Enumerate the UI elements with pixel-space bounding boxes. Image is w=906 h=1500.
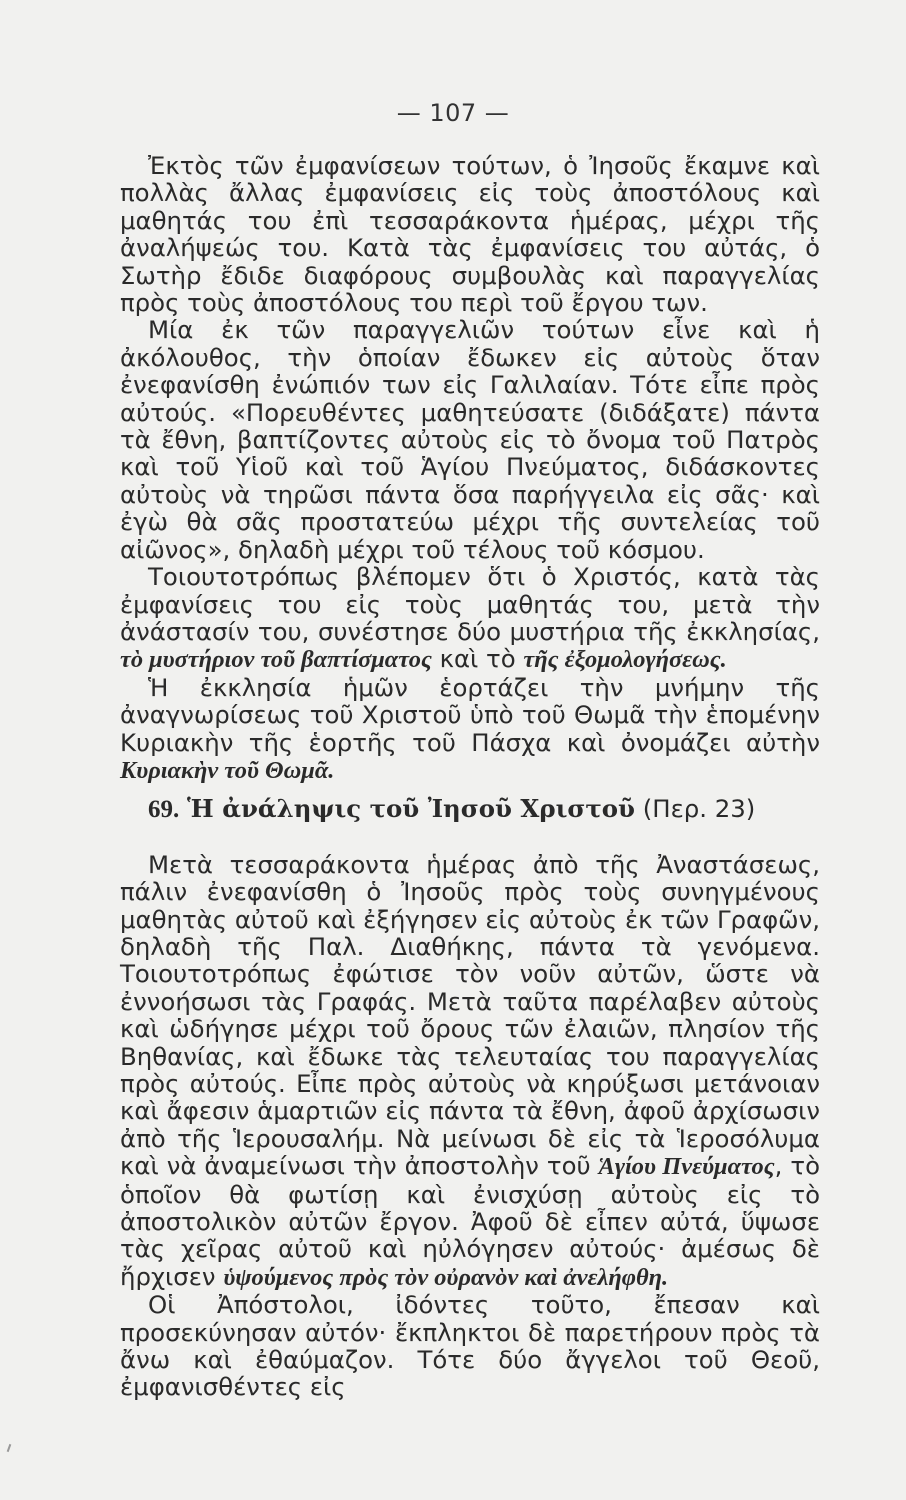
paragraph-6: Οἱ Ἀπόστολοι, ἰδόντες τοῦτο, ἔπεσαν καὶ προσεκύνησαν αὐτόν· ἔκπληκτοι δὲ παρετήρουν πρὸς τὰ ἄνω καὶ ἐθαύμαζον. Τότε δύο ἄγγελοι τοῦ Θεοῦ, ἐμφανισθέντες εἰς [120, 1290, 820, 1402]
section-title: Ἡ ἀνάληψις τοῦ Ἰησοῦ Χριστοῦ [187, 794, 635, 824]
paragraph-3 [120, 563, 820, 674]
paragraph-3-connector: καὶ τὸ [431, 644, 524, 674]
section-reference: (Περ. 23) [642, 794, 756, 824]
emphasis-baptism: τὸ μυστήριον τοῦ βαπτίσματος [120, 646, 432, 674]
paragraph-2: Μία ἐκ τῶν παραγγελιῶν τούτων εἶνε καὶ ἡ ἀκόλουθος, τὴν ὁποίαν ἔδωκεν εἰς αὐτοὺς ὅταν ἐνεφανίσθη ἐνώπιόν των εἰς Γαλιλαίαν. Τότε εἶπε πρὸς αὐτούς. «Πορευθέντες μαθητεύσατε (διδάξατε) πάντα τὰ ἔθνη, βαπτίζοντες αὐτοὺς εἰς τὸ ὄνομα τοῦ Πατρὸς καὶ τοῦ Υἱοῦ καὶ τοῦ Ἁγίου Πνεύματος, διδάσκοντες αὐτοὺς νὰ τηρῶσι πάντα ὅσα παρήγγειλα εἰς σᾶς· καὶ ἐγὼ θὰ σᾶς προστατεύω μέχρι τῆς συντελείας τοῦ αἰῶνος», δηλαδὴ μέχρι τοῦ τέλους τοῦ κόσμου. [120, 315, 820, 564]
emphasis-ascension: ὑψούμενος πρὸς τὸν οὐρανὸν καὶ ἀνελήφθη. [223, 1263, 669, 1291]
margin-mark [7, 1444, 12, 1452]
emphasis-thomas-sunday: Κυριακὴν τοῦ Θωμᾶ. [120, 756, 335, 784]
paragraph-4 [120, 674, 820, 785]
paragraph-3-text: Τοιουτοτρόπως βλέπομεν ὅτι ὁ Χριστός, κατὰ τὰς ἐμφανίσεις του εἰς τοὺς μαθητάς του, μετὰ τὴν ἀνάστασίν του, συνέστησε δύο μυστήρια τῆς ἐκκλησίας, [120, 562, 820, 646]
section-heading [120, 795, 820, 823]
paragraph-4-text: Ἡ ἐκκλησία ἡμῶν ἑορτάζει τὴν μνήμην τῆς ἀναγνωρίσεως τοῦ Χριστοῦ ὑπὸ τοῦ Θωμᾶ τὴν ἑπομένην Κυριακὴν τῆς ἑορτῆς τοῦ Πάσχα καὶ ὀνομάζει αὐτὴν [120, 672, 820, 757]
emphasis-confession: τῆς ἐξομολογήσεως. [523, 646, 727, 674]
paragraph-1: Ἐκτὸς τῶν ἐμφανίσεων τούτων, ὁ Ἰησοῦς ἔκαμνε καὶ πολλὰς ἄλλας ἐμφανίσεις εἰς τοὺς ἀποστόλους καὶ μαθητάς του ἐπὶ τεσσαράκοντα ἡμέρας, μέχρι τῆς ἀναλήψεώς του. Κατὰ τὰς ἐμφανίσεις του αὐτάς, ὁ Σωτὴρ ἔδιδε διαφόρους συμβουλὰς καὶ παραγγελίας πρὸς τοὺς ἀποστόλους του περὶ τοῦ ἔργου των. [120, 151, 820, 318]
emphasis-holy-spirit: Ἁγίου Πνεύματος [598, 1153, 775, 1181]
body-text [120, 152, 820, 1401]
page-number: — 107 — [396, 99, 510, 127]
paragraph-5-continuation: , τὸ ὁποῖον θὰ φωτίσῃ καὶ ἐνισχύσῃ αὐτοὺς εἰς τὸ ἀποστολικὸν αὐτῶν ἔργον. Ἀφοῦ δὲ εἶπεν αὐτά, ὕψωσε τὰς χεῖρας αὐτοῦ καὶ ηὐλόγησεν αὐτούς· ἀμέσως δὲ ἤρχισεν [120, 1151, 820, 1291]
paragraph-5-text: Μετὰ τεσσαράκοντα ἡμέρας ἀπὸ τῆς Ἀναστάσεως, πάλιν ἐνεφανίσθη ὁ Ἰησοῦς πρὸς τοὺς συνηγμένους μαθητὰς αὐτοῦ καὶ ἐξήγησεν εἰς αὐτοὺς ἐκ τῶν Γραφῶν, δηλαδὴ τῆς Παλ. Διαθήκης, πάντα τὰ γενόμενα. Τοιουτοτρόπως ἐφώτισε τὸν νοῦν αὐτῶν, ὥστε νὰ ἐννοήσωσι τὰς Γραφάς. Μετὰ ταῦτα παρέλαβεν αὐτοὺς καὶ ὡδήγησε μέχρι τοῦ ὄρους τῶν ἐλαιῶν, πλησίον τῆς Βηθανίας, καὶ ἔδωκε τὰς τελευταίας του παραγγελίας πρὸς αὐτούς. Εἶπε πρὸς αὐτοὺς νὰ κηρύξωσι μετάνοιαν καὶ ἄφεσιν ἁμαρτιῶν εἰς πάντα τὰ ἔθνη, ἀφοῦ ἀρχίσωσιν ἀπὸ τῆς Ἱερουσαλήμ. Νὰ μείνωσι δὲ εἰς τὰ Ἱεροσόλυμα καὶ νὰ ἀναμείνωσι τὴν ἀποστολὴν τοῦ [120, 849, 820, 1181]
paragraph-5 [120, 851, 820, 1292]
section-number: 69. [148, 796, 180, 824]
